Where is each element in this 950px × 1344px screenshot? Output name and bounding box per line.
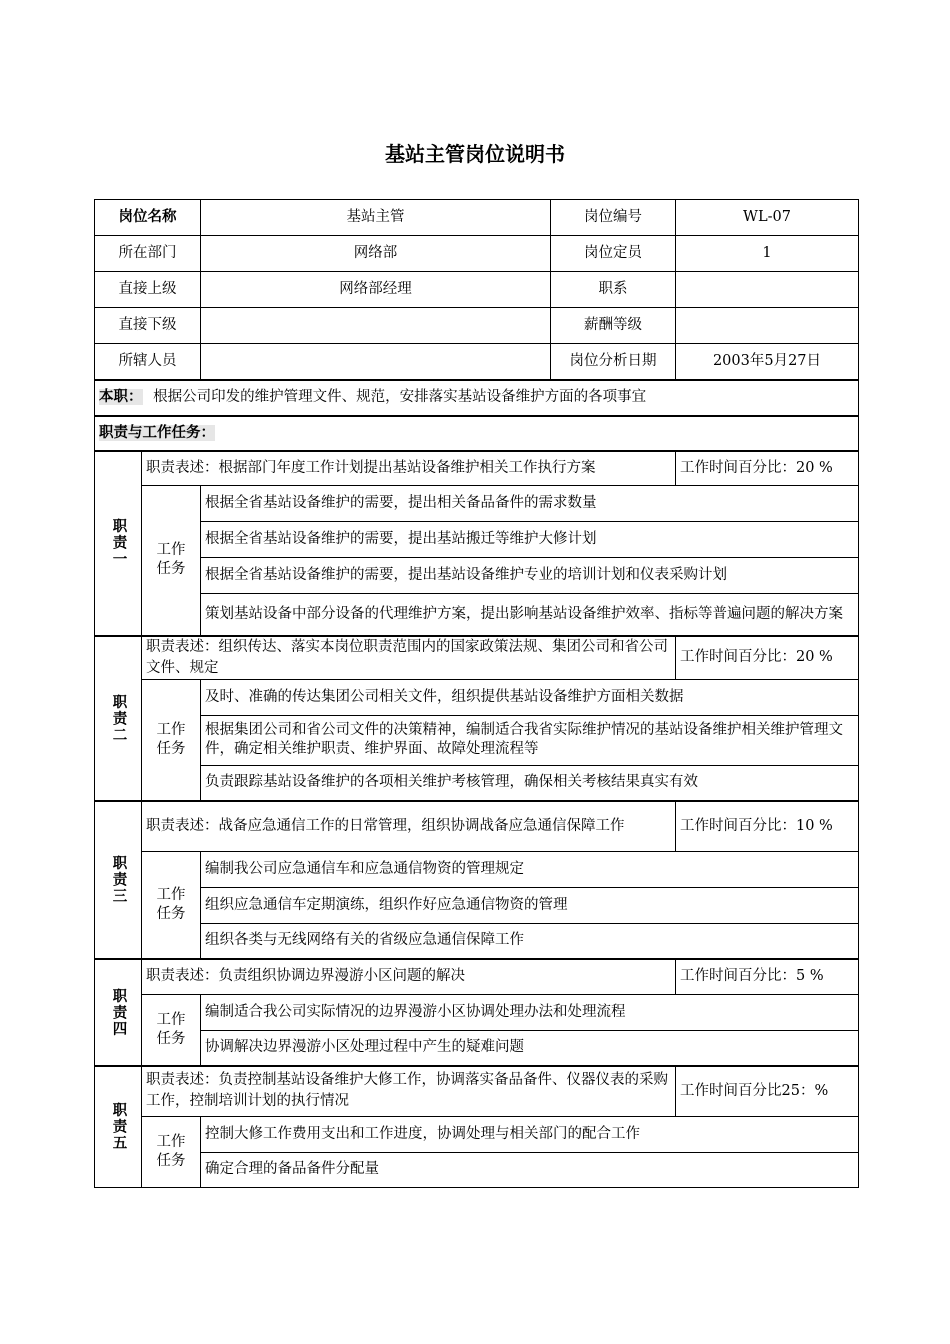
task-label-text: 工作任务	[156, 721, 186, 757]
duty-time-percent: 工作时间百分比：10 %	[676, 801, 859, 851]
dept-label: 所在部门	[95, 236, 201, 272]
superior-label: 直接上级	[95, 272, 201, 308]
duty-label-text: 职责四	[110, 987, 127, 1038]
duty-label	[95, 801, 142, 959]
info-row-dept	[95, 236, 859, 272]
duty-label-text: 职责一	[110, 518, 127, 568]
page-title: 基站主管岗位说明书	[385, 142, 565, 166]
subordinate-label: 直接下级	[95, 308, 201, 344]
dept-value: 网络部	[201, 236, 551, 272]
task-row	[95, 679, 859, 715]
duty-statement: 职责表述：战备应急通信工作的日常管理，组织协调战备应急通信保障工作	[142, 801, 676, 851]
duty-statement: 职责表述：负责组织协调边界漫游小区问题的解决	[142, 959, 676, 994]
salary-label: 薪酬等级	[551, 308, 676, 344]
duty-statement: 职责表述：组织传达、落实本岗位职责范围内的国家政策法规、集团公司和省公司文件、规定	[142, 636, 676, 680]
info-row-subordinate	[95, 308, 859, 344]
summary-text: 根据公司印发的维护管理文件、规范，安排落实基站设备维护方面的各项事宜	[153, 389, 647, 405]
task-label	[142, 994, 201, 1066]
duty-time-percent: 工作时间百分比：20 %	[676, 451, 859, 486]
date-label: 岗位分析日期	[551, 344, 676, 380]
duty-statement-row	[95, 959, 859, 994]
job-description-table	[94, 199, 859, 1188]
duty-statement-row	[95, 801, 859, 851]
series-value	[676, 272, 859, 308]
code-label: 岗位编号	[551, 200, 676, 236]
subordinate-value	[201, 308, 551, 344]
duty-label-text: 职责二	[110, 693, 127, 743]
duty-time-percent: 工作时间百分比：20 %	[676, 636, 859, 680]
task-item: 确定合理的备品备件分配量	[201, 1152, 859, 1187]
duty-time-percent: 工作时间百分比25：%	[676, 1066, 859, 1116]
task-item: 编制我公司应急通信车和应急通信物资的管理规定	[201, 851, 859, 887]
task-item: 控制大修工作费用支出和工作进度，协调处理与相关部门的配合工作	[201, 1116, 859, 1152]
task-item: 根据集团公司和省公司文件的决策精神，编制适合我省实际维护情况的基站设备维护相关维护管理文件，确定相关维护职责、维护界面、故障处理流程等	[201, 715, 859, 765]
summary-label: 本职：	[99, 389, 143, 405]
duty-statement-row	[95, 451, 859, 486]
salary-value	[676, 308, 859, 344]
duty-statement: 职责表述：根据部门年度工作计划提出基站设备维护相关工作执行方案	[142, 451, 676, 486]
name-value: 基站主管	[201, 200, 551, 236]
task-label-text: 工作任务	[156, 1011, 186, 1047]
task-row	[95, 1152, 859, 1187]
duty-statement-row	[95, 636, 859, 680]
name-label: 岗位名称	[95, 200, 201, 236]
task-row	[95, 923, 859, 959]
task-row	[95, 851, 859, 887]
task-row	[95, 715, 859, 765]
duty-label	[95, 451, 142, 636]
task-item: 组织应急通信车定期演练，组织作好应急通信物资的管理	[201, 887, 859, 923]
info-row-staff	[95, 344, 859, 380]
superior-value: 网络部经理	[201, 272, 551, 308]
task-row	[95, 887, 859, 923]
task-label-text: 工作任务	[156, 1133, 186, 1169]
task-row	[95, 486, 859, 522]
task-item: 根据全省基站设备维护的需要，提出相关备品备件的需求数量	[201, 486, 859, 522]
duty-label-text: 职责五	[110, 1102, 127, 1152]
task-item: 协调解决边界漫游小区处理过程中产生的疑难问题	[201, 1030, 859, 1066]
task-row	[95, 1116, 859, 1152]
info-row-name	[95, 200, 859, 236]
info-row-superior	[95, 272, 859, 308]
task-item: 根据全省基站设备维护的需要，提出基站搬迁等维护大修计划	[201, 522, 859, 558]
task-item: 负责跟踪基站设备维护的各项相关维护考核管理，确保相关考核结果真实有效	[201, 765, 859, 801]
task-item: 编制适合我公司实际情况的边界漫游小区协调处理办法和处理流程	[201, 994, 859, 1030]
task-item: 及时、准确的传达集团公司相关文件，组织提供基站设备维护方面相关数据	[201, 679, 859, 715]
duties-heading: 职责与工作任务：	[99, 424, 215, 441]
duty-label	[95, 636, 142, 802]
duty-statement: 职责表述：负责控制基站设备维护大修工作，协调落实备品备件、仪器仪表的采购工作，控制培训计划的执行情况	[142, 1066, 676, 1116]
staff-label: 所辖人员	[95, 344, 201, 380]
staff-value	[201, 344, 551, 380]
task-row	[95, 994, 859, 1030]
duty-label-text: 职责三	[110, 855, 127, 905]
quota-label: 岗位定员	[551, 236, 676, 272]
task-item: 根据全省基站设备维护的需要，提出基站设备维护专业的培训计划和仪表采购计划	[201, 558, 859, 594]
date-value: 2003年5月27日	[676, 344, 859, 380]
task-label-text: 工作任务	[156, 542, 186, 578]
duty-statement-row	[95, 1066, 859, 1116]
task-row	[95, 522, 859, 558]
duty-label	[95, 959, 142, 1066]
task-label	[142, 486, 201, 636]
task-row	[95, 558, 859, 594]
task-label	[142, 1116, 201, 1187]
task-label-text: 工作任务	[156, 886, 186, 922]
task-item: 策划基站设备中部分设备的代理维护方案，提出影响基站设备维护效率、指标等普遍问题的解决方案	[201, 594, 859, 636]
duty-label	[95, 1066, 142, 1187]
duty-time-percent: 工作时间百分比：5 %	[676, 959, 859, 994]
series-label: 职系	[551, 272, 676, 308]
task-label	[142, 679, 201, 801]
task-row	[95, 765, 859, 801]
duties-heading-cell	[95, 416, 859, 451]
task-row	[95, 594, 859, 636]
task-label	[142, 851, 201, 959]
task-row	[95, 1030, 859, 1066]
quota-value: 1	[676, 236, 859, 272]
duties-heading-row	[95, 416, 859, 451]
summary-cell	[95, 380, 859, 416]
task-item: 组织各类与无线网络有关的省级应急通信保障工作	[201, 923, 859, 959]
code-value: WL-07	[676, 200, 859, 236]
summary-row	[95, 380, 859, 416]
